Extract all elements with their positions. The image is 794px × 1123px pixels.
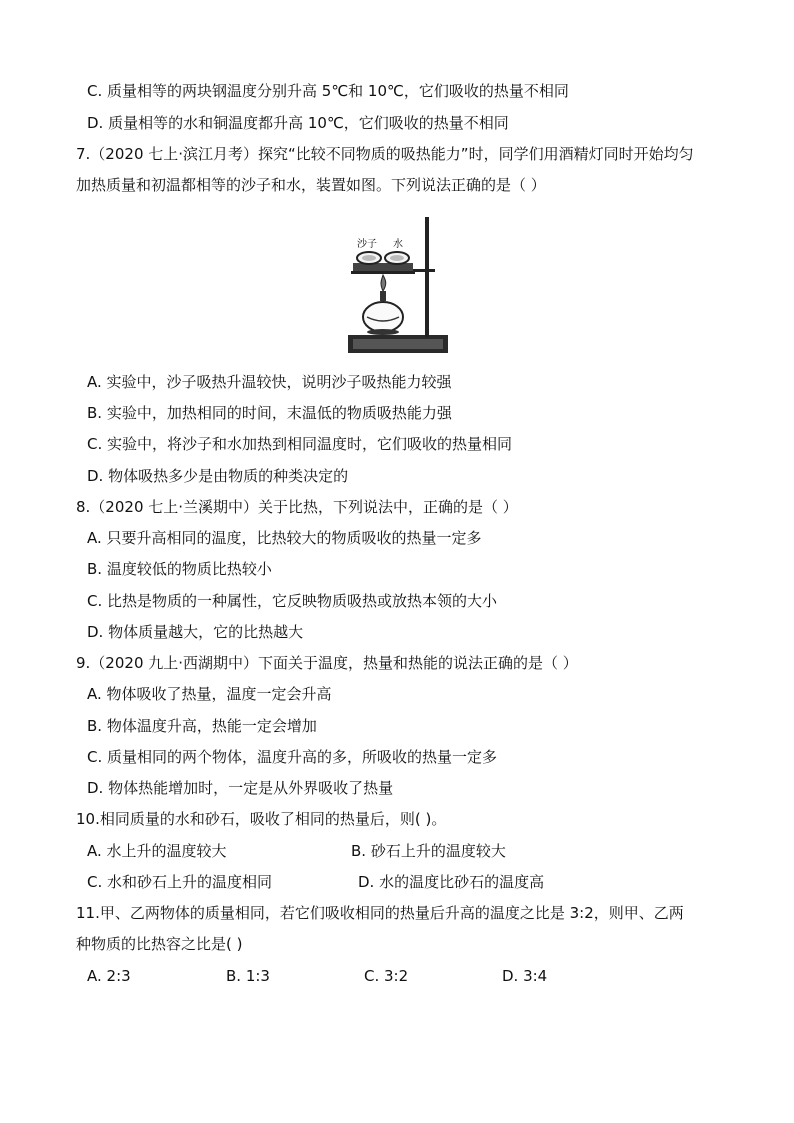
q9-option-b: B. 物体温度升高，热能一定会增加 — [87, 717, 317, 735]
q7-option-b: B. 实验中，加热相同的时间，末温低的物质吸热能力强 — [87, 404, 452, 422]
q7-stem-continued: 加热质量和初温都相等的沙子和水，装置如图。下列说法正确的是（ ） — [76, 176, 546, 194]
q7-stem: 7.（2020 七上·滨江月考）探究“比较不同物质的吸热能力”时，同学们用酒精灯同时开始均匀 — [76, 145, 694, 163]
q11-stem-continued: 种物质的比热容之比是( ) — [76, 935, 243, 953]
q9-option-a: A. 物体吸收了热量，温度一定会升高 — [87, 685, 332, 703]
q8-stem: 8.（2020 七上·兰溪期中）关于比热，下列说法中，正确的是（ ） — [76, 498, 518, 516]
q8-option-c: C. 比热是物质的一种属性，它反映物质吸热或放热本领的大小 — [87, 592, 498, 610]
q9-option-d: D. 物体热能增加时，一定是从外界吸收了热量 — [87, 779, 394, 797]
q10-stem: 10.相同质量的水和砂石，吸收了相同的热量后，则( )。 — [76, 810, 447, 828]
q9-stem: 9.（2020 九上·西湖期中）下面关于温度，热量和热能的说法正确的是（ ） — [76, 654, 578, 672]
q11-option-b: B. 1:3 — [226, 967, 270, 985]
q8-option-a: A. 只要升高相同的温度，比热较大的物质吸收的热量一定多 — [87, 529, 482, 547]
label-sand: 沙子 — [357, 239, 377, 250]
q8-option-d: D. 物体质量越大，它的比热越大 — [87, 623, 304, 641]
q9-option-c: C. 质量相同的两个物体，温度升高的多，所吸收的热量一定多 — [87, 748, 498, 766]
q10-option-d: D. 水的温度比砂石的温度高 — [358, 873, 545, 891]
q7-option-c: C. 实验中，将沙子和水加热到相同温度时，它们吸收的热量相同 — [87, 435, 513, 453]
q11-option-c: C. 3:2 — [364, 967, 409, 985]
q10-option-b: B. 砂石上升的温度较大 — [351, 842, 506, 860]
experiment-apparatus-figure — [345, 213, 451, 359]
q11-stem: 11.甲、乙两物体的质量相同，若它们吸收相同的热量后升高的温度之比是 3:2，则甲、乙两 — [76, 904, 684, 922]
q10-option-a: A. 水上升的温度较大 — [87, 842, 227, 860]
q6-option-c: C. 质量相等的两块钢温度分别升高 5℃和 10℃，它们吸收的热量不相同 — [87, 82, 569, 100]
q7-option-a: A. 实验中，沙子吸热升温较快，说明沙子吸热能力较强 — [87, 373, 452, 391]
q11-option-a: A. 2:3 — [87, 967, 131, 985]
q8-option-b: B. 温度较低的物质比热较小 — [87, 560, 272, 578]
q6-option-d: D. 质量相等的水和铜温度都升高 10℃，它们吸收的热量不相同 — [87, 114, 509, 132]
q11-option-d: D. 3:4 — [502, 967, 548, 985]
q10-option-c: C. 水和砂石上升的温度相同 — [87, 873, 273, 891]
q7-option-d: D. 物体吸热多少是由物质的种类决定的 — [87, 467, 349, 485]
label-water: 水 — [393, 239, 403, 250]
